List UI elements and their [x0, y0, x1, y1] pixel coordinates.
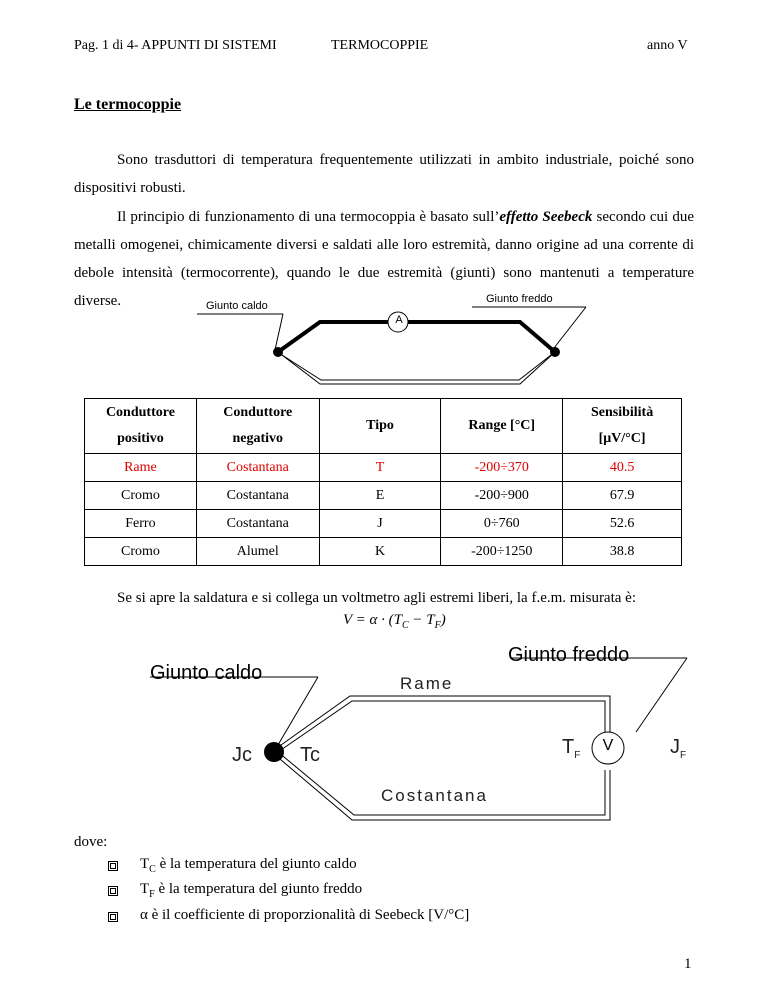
- bullet-item: [140, 856, 357, 875]
- diagram2-hot-label: Giunto caldo: [150, 662, 263, 684]
- page-title: Le termocoppie: [74, 96, 182, 113]
- bullet-square-icon: [108, 912, 118, 922]
- paragraph-voltmeter: Se si apre la saldatura e si collega un voltmetro agli estremi liberi, la f.e.m. misurata è:: [117, 590, 636, 606]
- costantana-wire-label: Costantana: [381, 786, 488, 805]
- top-wire: [278, 322, 555, 352]
- header-negative-line2: negativo: [232, 431, 284, 446]
- jf-label-main: J: [670, 736, 680, 758]
- header-positive-line2: positivo: [117, 431, 164, 446]
- tf-label-sub: F: [574, 750, 581, 761]
- bullet-text: è il coefficiente di proporzionalità di Seebeck [V/°C]: [147, 907, 470, 923]
- header-positive-line1: Conduttore: [105, 405, 175, 420]
- rame-wire-label: Rame: [400, 674, 454, 693]
- formula-close: ): [440, 612, 446, 628]
- table-header-row: [85, 399, 682, 454]
- cold-junction-leader-diag: [554, 307, 586, 348]
- diagram1-hot-label: Giunto caldo: [206, 300, 268, 312]
- header-sensitivity: [563, 399, 682, 454]
- header-negative-line1: Conduttore: [223, 405, 293, 420]
- bullet-symbol-sub: F: [149, 889, 155, 900]
- cell-type: J: [319, 510, 441, 538]
- table-row: [85, 454, 682, 482]
- principle-text-after: secondo cui due metalli omogenei, chimicamente diversi e saldati alle loro estremità, danno origine ad una corrente di debole intensità (termocorrente), quando le due estremità (giunti) sono mantenuti a temperature diverse.: [74, 209, 694, 309]
- bullet-item: [140, 907, 469, 926]
- bottom-wire-inner: [282, 355, 551, 380]
- rame-wire-inner: [278, 701, 605, 752]
- header-type: Tipo: [319, 399, 441, 454]
- dove-label: dove:: [74, 834, 108, 850]
- hot-junction-leader-diag: [275, 314, 283, 350]
- cold-junction-leader-diag: [636, 658, 687, 732]
- cell-range: -200÷1250: [441, 538, 563, 566]
- bullet-symbol: T: [140, 881, 150, 897]
- cell-range: 0÷760: [441, 510, 563, 538]
- bullet-item: [140, 881, 362, 900]
- cold-junction-dot: [550, 347, 560, 357]
- cell-sensitivity: 52.6: [563, 510, 682, 538]
- seebeck-emphasis: effetto Seebeck: [499, 209, 593, 225]
- cell-type: T: [319, 454, 441, 482]
- formula-sub-f: F: [434, 620, 441, 631]
- bullet-symbol-sub: C: [149, 864, 156, 875]
- diagram2-cold-label: Giunto freddo: [508, 644, 630, 666]
- header-center: TERMOCOPPIE: [331, 38, 429, 53]
- page-number: 1: [684, 956, 692, 972]
- formula-sub-c: C: [401, 620, 409, 631]
- formula-lhs: V = α · (T: [343, 612, 402, 628]
- cell-type: E: [319, 482, 441, 510]
- diagram1-cold-label: Giunto freddo: [486, 293, 553, 305]
- header-sensitivity-line1: Sensibilità: [590, 405, 654, 420]
- seebeck-formula: [343, 612, 446, 631]
- cell-sensitivity: 67.9: [563, 482, 682, 510]
- header-left: Pag. 1 di 4- APPUNTI DI SISTEMI: [74, 38, 277, 53]
- tf-label-main: T: [562, 736, 575, 758]
- cell-positive: Cromo: [85, 538, 197, 566]
- cell-positive: Rame: [85, 454, 197, 482]
- cell-negative: Costantana: [196, 510, 319, 538]
- jc-label: Jc: [232, 744, 252, 766]
- bullet-square-icon: [108, 861, 118, 871]
- rame-wire-outer: [274, 696, 610, 750]
- principle-text-before: Il principio di funzionamento di una termocoppia è basato sull’: [117, 209, 500, 225]
- cell-negative: Costantana: [196, 482, 319, 510]
- cell-positive: Cromo: [85, 482, 197, 510]
- cell-positive: Ferro: [85, 510, 197, 538]
- cell-negative: Alumel: [196, 538, 319, 566]
- header-range: Range [°C]: [441, 399, 563, 454]
- cell-type: K: [319, 538, 441, 566]
- table-row: [85, 510, 682, 538]
- paragraph-intro: Sono trasduttori di temperatura frequentemente utilizzati in ambito industriale, poiché sono dispositivi robusti.: [74, 152, 694, 196]
- bullet-symbol: T: [140, 856, 150, 872]
- diagram1-meter-label: A: [395, 314, 403, 326]
- header-right: anno V: [647, 38, 688, 53]
- header-sensitivity-line2: [μV/°C]: [598, 431, 646, 446]
- cell-range: -200÷370: [441, 454, 563, 482]
- formula-minus: − T: [408, 612, 435, 628]
- jf-label: [670, 736, 686, 761]
- header-negative: [196, 399, 319, 454]
- cell-sensitivity: 38.8: [563, 538, 682, 566]
- header-positive: [85, 399, 197, 454]
- cell-negative: Costantana: [196, 454, 319, 482]
- voltmeter-label: V: [602, 737, 614, 754]
- thermocouple-table: [84, 398, 682, 566]
- tc-label: Tc: [300, 744, 320, 766]
- bullet-square-icon: [108, 886, 118, 896]
- cell-sensitivity: 40.5: [563, 454, 682, 482]
- table-row: [85, 538, 682, 566]
- bullet-text: è la temperatura del giunto caldo: [155, 856, 357, 872]
- cell-range: -200÷900: [441, 482, 563, 510]
- hot-junction-dot: [264, 742, 284, 762]
- tf-label: [562, 736, 580, 761]
- bullet-text: è la temperatura del giunto freddo: [154, 881, 363, 897]
- hot-junction-dot: [273, 347, 283, 357]
- bullet-symbol: α: [140, 907, 148, 923]
- table-row: [85, 482, 682, 510]
- jf-label-sub: F: [680, 750, 687, 761]
